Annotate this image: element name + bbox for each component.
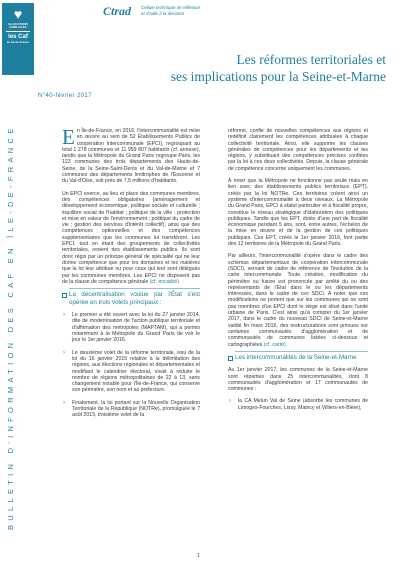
brand-header (103, 4, 303, 24)
logo-divider (6, 31, 30, 32)
side-banner: BULLETIN D'INFORMATION DES CAF EN ÎLE-DE-FRANCE (6, 124, 15, 531)
title-line1: Les réformes territoriales et (236, 52, 386, 67)
page-number: 1 (197, 553, 200, 559)
metropole-paragraph: À noter que la Métropole ne fonctionne pas seule mais en lien avec des établissements publics territoriaux (EPT), créés par la loi NOTRe. Ces territoires créent ainsi un système d'intercommunalité à deux niveaux. La Métropole du Grand Paris, EPCI à statut particulier et à fiscalité propre, constitue le niveau stratégique d'élaboration des politiques publiques. Tandis que les EPT, dotés d'une part de fiscalité économique pendant 5 ans, sont, entre autres, l'échelon de la mise en œuvre et de la gestion de ces politiques publiques. Ces EPT, créés le 1er janvier 2016, font partie des 12 territoires de la Métropole du Grand Paris. (228, 178, 368, 248)
logo-caf-line1: les Caf (8, 34, 28, 41)
intercommunalites-paragraph: Au 1er janvier 2017, les communes de la Seine-et-Marne sont réparties dans 25 intercommunalités, dont 8 communautés d'agglomération et 17 communautés de communes : (228, 367, 368, 393)
section-heading-intercommunalites: Les intercommunalités de la Seine-et-Marne (228, 354, 368, 362)
sdci-paragraph (228, 253, 368, 347)
list-item: › Le deuxième volet de la réforme territoriale, issu de la loi du 16 janvier 2015 relative à la délimitation des régions, aux élections régionales et départementales et modifiant le calendrier électoral, visait à réduire le nombre de régions métropolitaines de 22 à 13, sans changement notable pour l'Île-de-France, qui conserve son périmètre, son nom et sa préfecture. (62, 350, 200, 394)
competences-paragraph (62, 191, 200, 285)
section-heading-decentralisation: La décentralisation voulue par l'État s'est opérée en trois volets principaux : (62, 291, 200, 306)
intro-paragraph (62, 125, 200, 185)
intro-text: n Île-de-France, en 2016, l'intercommunalité est mise en œuvre au sein de 52 Établissements Publics de coopération intercommunale (EPCI), regroupant au total 1 278 communes et 11 959 807 habitants (cf. annexe), tandis que la Métropole du Grand Paris regroupe Paris, les 123 communes des trois départements des Hauts-de-Seine, de la Seine-Saint-Denis et du Val-de-Marne et 7 communes des départements limitrophes de l'Essonne et du Val-d'Oise, soit près de 7,5 millions d'habitants. (62, 128, 200, 185)
sidebar (0, 0, 36, 567)
logo-caf-line2: en Ile-de-France (6, 41, 30, 45)
list-item: › Le premier a été ouvert avec la loi du 27 janvier 2014, dite de modernisation de l'action publique territoriale et d'affirmation des métropoles (MAPTAM), qui a permis notamment à la Métropole du Grand Paris de voir le jour le 1er janvier 2016. (62, 312, 200, 343)
page-title (86, 51, 386, 85)
carte-link[interactable]: (cf. carte). (263, 341, 288, 348)
article-column-1 (62, 125, 200, 425)
reform-paragraph: réforme, confie de nouvelles compétences aux régions et redéfinit clairement les compétences attribuées à chaque collectivité territoriale. Ainsi, elle supprime les clauses générales de compétences pour les départements et les régions, y substituant des compétences précises confiées par la loi à ces deux collectivités. Depuis, la clause générale de compétence concerne uniquement les communes. (228, 128, 368, 172)
logo-org-line1: ALLOCATIONS (7, 23, 29, 26)
competences-text: Un EPCI exerce, au lieu et place des communes membres, des compétences obligatoires (aménagement et développement économique, politique sociale et culturelle ; équilibre social de l'habitat ; politique de la ville ; protection et mise en valeur de l'environnement ; politique du cadre de vie ; gestion des services d'intérêt collectif), ainsi que des compétences optionnelles et des compétences supplémentaires que les communes lui transfèrent. Les EPCI, tout en étant des groupements de collectivités territoriales, restent des établissements publics. Ils sont donc régis par un principe général de spécialité qui ne leur donne compétence que pour les domaines et les matières que la loi leur attribue ou pour ceux qui leur sont délégués par les communes membres. Les EPCI ne disposent pas de la clause de compétence générale (62, 190, 200, 285)
encadre-link[interactable]: (cf. encadré). (149, 278, 181, 285)
brand-tagline-line2: et d'aide à la décision (141, 10, 185, 16)
dropcap: E (62, 125, 75, 149)
issue-label: N°40-février 2017 (38, 93, 92, 99)
logo-org-line2: FAMILIALES (9, 26, 27, 30)
brand-tagline-line1: Cellule technique de réflexion (141, 5, 201, 10)
brand-tagline (141, 5, 200, 16)
list-item: › Finalement, la loi portant sur la Nouvelle Organisation Territoriale de la République (NOTRe), promulguée le 7 août 2015, troisième volet de la (62, 400, 200, 419)
list-item: › la CA Melun Val de Seine (absorbe les communes de Limoges-Fourches, Lissy, Maincy et Villiers-en-Bière), (228, 398, 368, 411)
sdci-text: Par ailleurs, l'intercommunalité s'opère dans le cadre des schémas départementaux de coopération intercommunale (SDCI), servant de cadre de référence de l'évolution de la carte intercommunale. Toute création, modification du périmètre ou fusion est prononcée par arrêté du ou des représentants de l'État dans le ou les départements intéressés, dans le cadre de ces SDCI. À noter que ces modifications ne portent que sur les communes qui ne sont pas membres d'un EPCI dont le siège est situé dans l'unité urbaine de Paris. C'est ainsi qu'à compter du 1er janvier 2017, dans le cadre du nouveau SDCI de Seine-et-Marne validé fin mars 2016, des restructurations sont prévues sur certaines communautés d'agglomération et de communautés de communes listées ci-dessous et cartographiées (228, 253, 368, 348)
caf-logo (2, 3, 34, 75)
article-column-2 (228, 128, 368, 417)
family-icon: ♥ (13, 6, 23, 22)
title-line2: ses implications pour la Seine-et-Marne (170, 69, 386, 84)
brand-name: Ctrad (103, 4, 132, 18)
